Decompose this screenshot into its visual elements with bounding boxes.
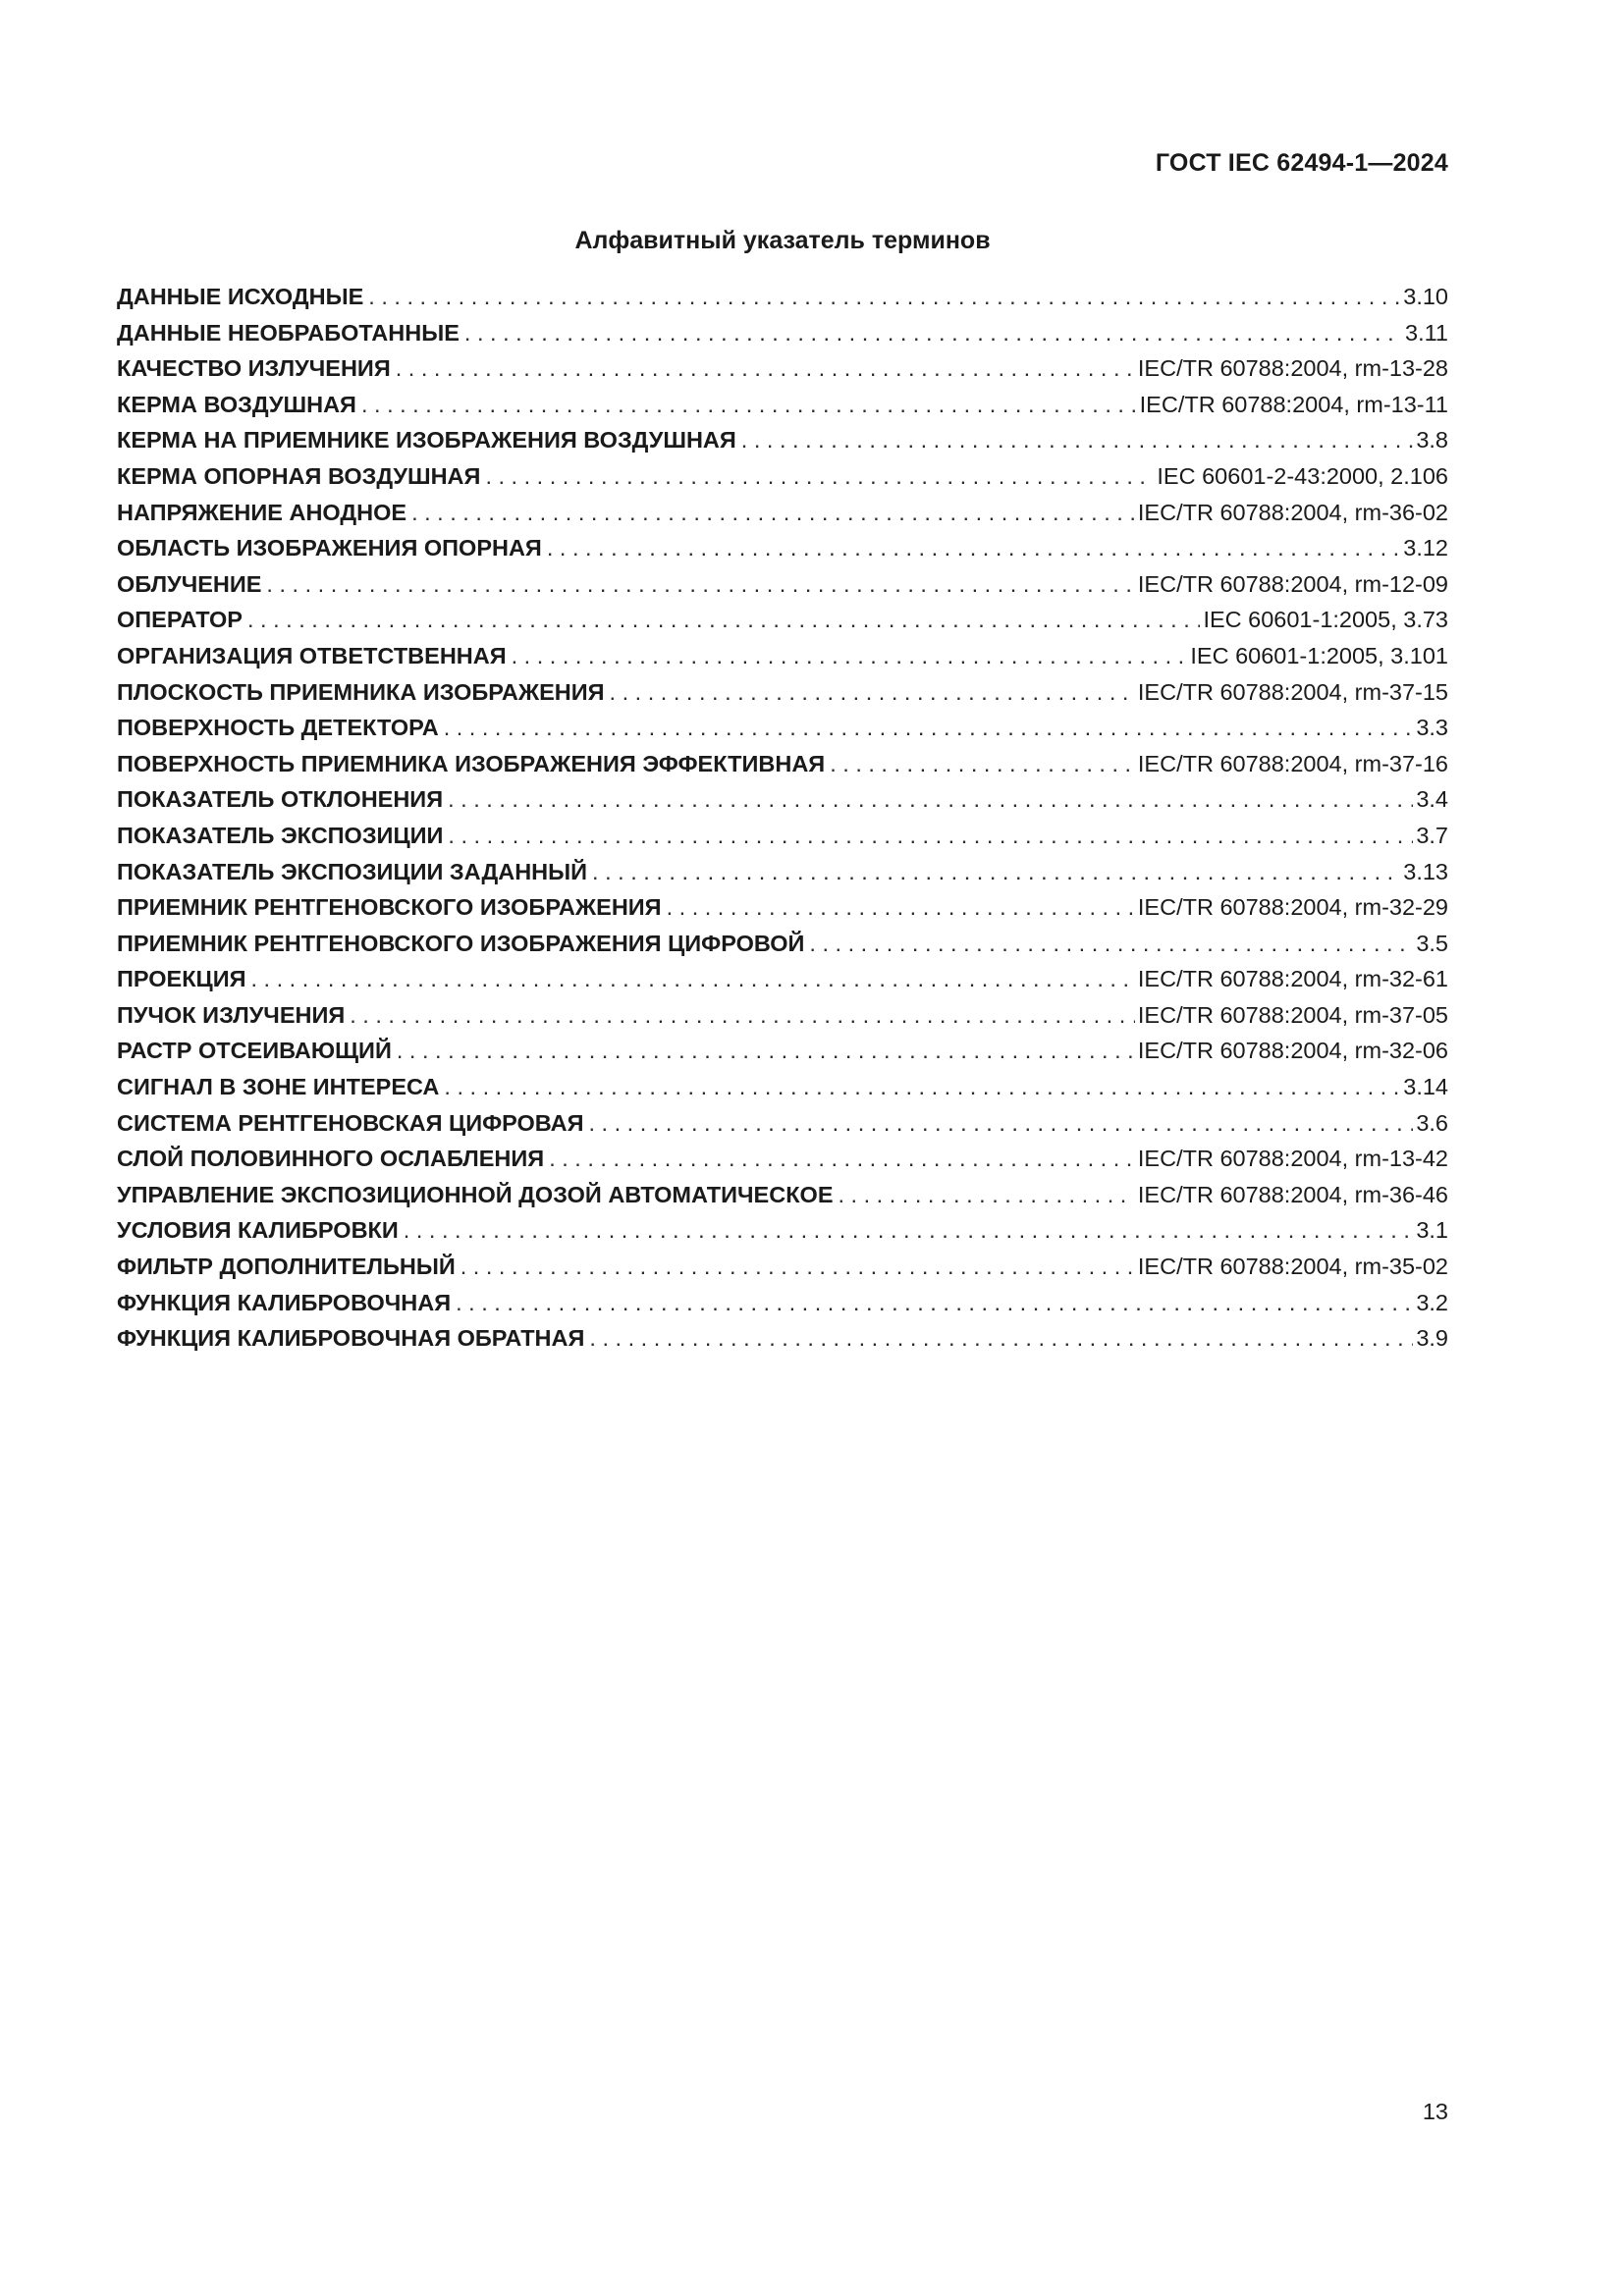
index-reference: IEC/TR 60788:2004, rm-32-06 bbox=[1137, 1038, 1448, 1064]
index-reference: 3.5 bbox=[1416, 930, 1448, 956]
index-term: ПОКАЗАТЕЛЬ ОТКЛОНЕНИЯ bbox=[117, 786, 444, 813]
index-entry bbox=[117, 746, 1448, 782]
dot-leader bbox=[741, 422, 1414, 458]
index-entry bbox=[117, 1105, 1448, 1142]
dot-leader bbox=[361, 387, 1137, 423]
dot-leader bbox=[485, 458, 1154, 495]
index-entry bbox=[117, 1320, 1448, 1357]
index-term: ОРГАНИЗАЦИЯ ОТВЕТСТВЕННАЯ bbox=[117, 642, 507, 668]
index-reference: IEC/TR 60788:2004, rm-13-11 bbox=[1139, 391, 1448, 417]
dot-leader bbox=[512, 638, 1188, 674]
index-entry bbox=[117, 710, 1448, 746]
index-reference: 3.8 bbox=[1416, 427, 1448, 454]
index-entry bbox=[117, 1212, 1448, 1249]
index-reference: IEC/TR 60788:2004, rm-13-28 bbox=[1137, 355, 1448, 382]
index-reference: IEC/TR 60788:2004, rm-37-05 bbox=[1137, 1001, 1448, 1028]
index-reference: 3.11 bbox=[1405, 319, 1448, 346]
index-reference: 3.14 bbox=[1403, 1074, 1448, 1100]
dot-leader bbox=[448, 818, 1413, 854]
index-reference: IEC/TR 60788:2004, rm-37-15 bbox=[1137, 678, 1448, 705]
index-reference: 3.2 bbox=[1416, 1289, 1448, 1315]
dot-leader bbox=[251, 961, 1135, 997]
dot-leader bbox=[549, 1141, 1135, 1177]
index-term: КЕРМА ВОЗДУШНАЯ bbox=[117, 391, 356, 417]
dot-leader bbox=[588, 1105, 1413, 1142]
index-reference: IEC/TR 60788:2004, rm-36-46 bbox=[1137, 1181, 1448, 1207]
index-reference: 3.9 bbox=[1416, 1325, 1448, 1352]
index-entry bbox=[117, 818, 1448, 854]
dot-leader bbox=[444, 710, 1414, 746]
index-term: ФУНКЦИЯ КАЛИБРОВОЧНАЯ bbox=[117, 1289, 452, 1315]
index-entry bbox=[117, 1177, 1448, 1213]
dot-leader bbox=[404, 1212, 1414, 1249]
index-term: ПЛОСКОСТЬ ПРИЕМНИКА ИЗОБРАЖЕНИЯ bbox=[117, 678, 605, 705]
index-reference: IEC/TR 60788:2004, rm-37-16 bbox=[1137, 750, 1448, 776]
index-term: ПОВЕРХНОСТЬ ПРИЕМНИКА ИЗОБРАЖЕНИЯ ЭФФЕКТИВНАЯ bbox=[117, 750, 826, 776]
index-term: КЕРМА НА ПРИЕМНИКЕ ИЗОБРАЖЕНИЯ ВОЗДУШНАЯ bbox=[117, 427, 736, 454]
dot-leader bbox=[448, 781, 1413, 818]
dot-leader bbox=[266, 566, 1134, 603]
index-reference: IEC/TR 60788:2004, rm-36-02 bbox=[1137, 499, 1448, 525]
dot-leader bbox=[830, 746, 1135, 782]
dot-leader bbox=[839, 1177, 1135, 1213]
index-term: ФИЛЬТР ДОПОЛНИТЕЛЬНЫЙ bbox=[117, 1254, 456, 1280]
dot-leader bbox=[350, 997, 1135, 1034]
index-entry bbox=[117, 889, 1448, 926]
index-title: Алфавитный указатель терминов bbox=[574, 227, 991, 254]
index-entry bbox=[117, 638, 1448, 674]
index-reference: IEC 60601-2-43:2000, 2.106 bbox=[1157, 462, 1448, 489]
index-term: ОБЛАСТЬ ИЗОБРАЖЕНИЯ ОПОРНАЯ bbox=[117, 535, 542, 561]
index-entry bbox=[117, 1069, 1448, 1105]
index-term: ОПЕРАТОР bbox=[117, 607, 243, 633]
dot-leader bbox=[464, 315, 1402, 351]
index-term: ПРОЕКЦИЯ bbox=[117, 966, 246, 992]
index-entry bbox=[117, 781, 1448, 818]
index-reference: 3.10 bbox=[1403, 284, 1448, 309]
dot-leader bbox=[247, 602, 1200, 638]
dot-leader bbox=[667, 889, 1135, 926]
index-term: ПРИЕМНИК РЕНТГЕНОВСКОГО ИЗОБРАЖЕНИЯ bbox=[117, 894, 662, 921]
index-reference: IEC/TR 60788:2004, rm-35-02 bbox=[1137, 1254, 1448, 1280]
dot-leader bbox=[368, 279, 1400, 315]
index-entry bbox=[117, 315, 1448, 351]
index-term: ОБЛУЧЕНИЕ bbox=[117, 570, 262, 597]
dot-leader bbox=[397, 1033, 1135, 1069]
index-term: ПУЧОК ИЗЛУЧЕНИЯ bbox=[117, 1001, 346, 1028]
index-entry bbox=[117, 854, 1448, 890]
index-reference: 3.4 bbox=[1416, 786, 1448, 813]
dot-leader bbox=[610, 674, 1135, 711]
index-reference: IEC 60601-1:2005, 3.73 bbox=[1203, 607, 1448, 633]
index-entry bbox=[117, 566, 1448, 603]
index-term: ПОКАЗАТЕЛЬ ЭКСПОЗИЦИИ ЗАДАННЫЙ bbox=[117, 858, 588, 884]
index-reference: IEC/TR 60788:2004, rm-32-61 bbox=[1137, 966, 1448, 992]
index-reference: IEC/TR 60788:2004, rm-12-09 bbox=[1137, 570, 1448, 597]
index-reference: 3.7 bbox=[1416, 822, 1448, 848]
dot-leader bbox=[547, 530, 1400, 566]
index-term: СИГНАЛ В ЗОНЕ ИНТЕРЕСА bbox=[117, 1074, 440, 1100]
index-entry bbox=[117, 530, 1448, 566]
dot-leader bbox=[411, 495, 1135, 531]
index-entry bbox=[117, 458, 1448, 495]
dot-leader bbox=[589, 1320, 1413, 1357]
index-term: ПРИЕМНИК РЕНТГЕНОВСКОГО ИЗОБРАЖЕНИЯ ЦИФРОВОЙ bbox=[117, 930, 805, 956]
index-entry bbox=[117, 602, 1448, 638]
index-term: НАПРЯЖЕНИЕ АНОДНОЕ bbox=[117, 499, 407, 525]
index-entry bbox=[117, 997, 1448, 1034]
index-term: УСЛОВИЯ КАЛИБРОВКИ bbox=[117, 1217, 399, 1244]
index-term: РАСТР ОТСЕИВАЮЩИЙ bbox=[117, 1038, 392, 1064]
index-entry bbox=[117, 495, 1448, 531]
dot-leader bbox=[460, 1249, 1135, 1285]
index-term: КЕРМА ОПОРНАЯ ВОЗДУШНАЯ bbox=[117, 462, 481, 489]
index-reference: 3.1 bbox=[1416, 1217, 1448, 1244]
index-entry bbox=[117, 1141, 1448, 1177]
index-term: ПОКАЗАТЕЛЬ ЭКСПОЗИЦИИ bbox=[117, 822, 444, 848]
index-entry bbox=[117, 387, 1448, 423]
index-reference: 3.13 bbox=[1403, 858, 1448, 884]
index-reference: 3.6 bbox=[1416, 1109, 1448, 1136]
index-entry bbox=[117, 961, 1448, 997]
index-entry bbox=[117, 926, 1448, 962]
index-entry bbox=[117, 1249, 1448, 1285]
index-entry bbox=[117, 1033, 1448, 1069]
index-reference: 3.3 bbox=[1416, 715, 1448, 741]
index-entry bbox=[117, 350, 1448, 387]
index-term: СЛОЙ ПОЛОВИННОГО ОСЛАБЛЕНИЯ bbox=[117, 1146, 545, 1172]
index-term: ДАННЫЕ ИСХОДНЫЕ bbox=[117, 284, 364, 309]
index-term: ПОВЕРХНОСТЬ ДЕТЕКТОРА bbox=[117, 715, 439, 741]
index-term: ФУНКЦИЯ КАЛИБРОВОЧНАЯ ОБРАТНАЯ bbox=[117, 1325, 585, 1352]
index-reference: IEC/TR 60788:2004, rm-32-29 bbox=[1137, 894, 1448, 921]
index-reference: 3.12 bbox=[1403, 535, 1448, 561]
term-index-list bbox=[117, 279, 1448, 1357]
dot-leader bbox=[444, 1069, 1400, 1105]
index-entry bbox=[117, 279, 1448, 315]
index-term: ДАННЫЕ НЕОБРАБОТАННЫЕ bbox=[117, 319, 460, 346]
dot-leader bbox=[396, 350, 1135, 387]
index-term: КАЧЕСТВО ИЗЛУЧЕНИЯ bbox=[117, 355, 391, 382]
dot-leader bbox=[809, 926, 1413, 962]
index-reference: IEC 60601-1:2005, 3.101 bbox=[1190, 642, 1448, 668]
index-entry bbox=[117, 1285, 1448, 1321]
index-term: СИСТЕМА РЕНТГЕНОВСКАЯ ЦИФРОВАЯ bbox=[117, 1109, 584, 1136]
index-term: УПРАВЛЕНИЕ ЭКСПОЗИЦИОННОЙ ДОЗОЙ АВТОМАТИЧЕСКОЕ bbox=[117, 1181, 834, 1207]
dot-leader bbox=[456, 1285, 1413, 1321]
index-reference: IEC/TR 60788:2004, rm-13-42 bbox=[1137, 1146, 1448, 1172]
index-entry bbox=[117, 422, 1448, 458]
index-entry bbox=[117, 674, 1448, 711]
document-code: ГОСТ IEC 62494-1—2024 bbox=[1155, 149, 1448, 177]
page-number: 13 bbox=[1422, 2099, 1448, 2124]
dot-leader bbox=[592, 854, 1400, 890]
